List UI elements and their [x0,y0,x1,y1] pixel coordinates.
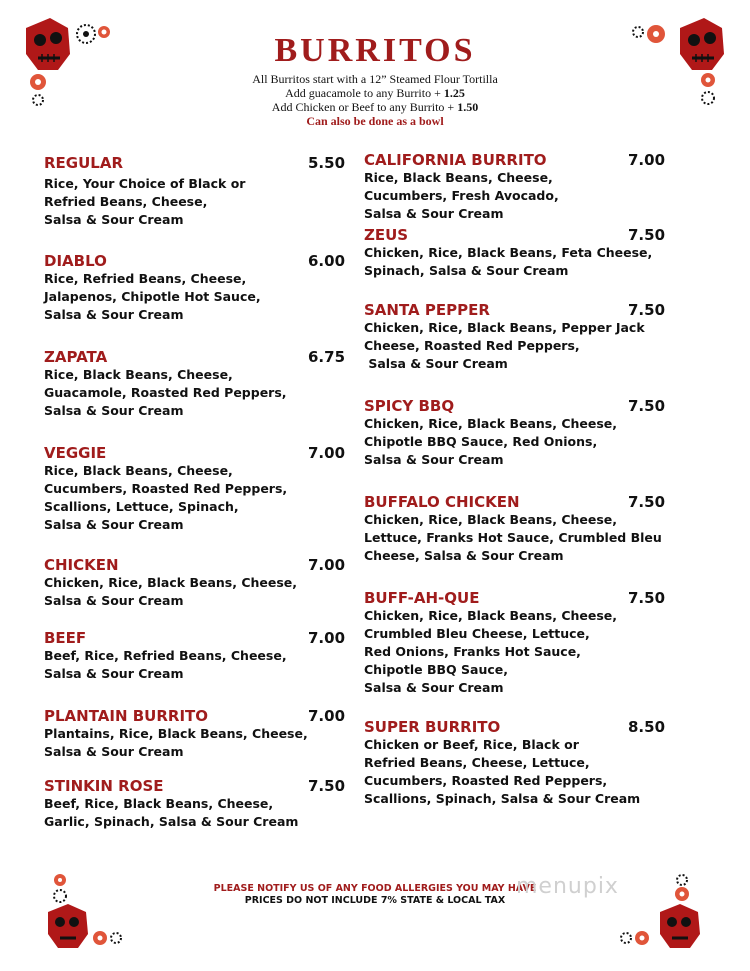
item-description: Chicken, Rice, Black Beans, Pepper Jack Cheese, Roasted Red Peppers, Salsa & Sour Cream [364,320,645,371]
item-description: Rice, Your Choice of Black or Refried Beans, Cheese, Salsa & Sour Cream [44,176,246,227]
flower-icon [93,931,107,945]
item-description: Rice, Refried Beans, Cheese, Jalapenos, Chipotle Hot Sauce, Salsa & Sour Cream [44,271,261,322]
item-description: Chicken or Beef, Rice, Black or Refried Beans, Cheese, Lettuce, Cucumbers, Roasted Red Peppers, Scallions, Spinach, Salsa & Sour Cream [364,737,641,806]
item-description: Chicken, Rice, Black Beans, Cheese, Lettuce, Franks Hot Sauce, Crumbled Bleu Cheese, Salsa & Sour Cream [364,512,662,563]
sugar-skull-icon [48,904,88,948]
bowl-note: Can also be done as a bowl [306,114,444,128]
watermark: menupix [516,874,619,899]
item-name: BUFFALO CHICKEN [364,493,520,511]
item-name: SUPER BURRITO [364,718,501,736]
menu-item [364,397,664,469]
item-description: Chicken, Rice, Black Beans, Cheese, Chipotle BBQ Sauce, Red Onions, Salsa & Sour Cream [364,416,618,467]
item-name: SANTA PEPPER [364,301,490,319]
menu-header [0,30,750,128]
menu-item [44,629,344,683]
item-price: 7.50 [628,397,666,415]
item-price: 7.00 [308,629,346,647]
header-line-tortilla: All Burritos start with a 12” Steamed Flour Tortilla [252,72,498,86]
item-price: 7.00 [308,444,346,462]
menu-item [44,154,344,229]
menu-item [364,301,664,373]
item-price: 7.00 [308,556,346,574]
item-name: PLANTAIN BURRITO [44,707,209,725]
sunburst-icon [111,933,121,943]
item-price: 8.50 [628,718,666,736]
item-price: 7.50 [628,493,666,511]
item-description: Plantains, Rice, Black Beans, Cheese, Salsa & Sour Cream [44,726,308,759]
menu-item [44,556,344,610]
item-description: Rice, Black Beans, Cheese, Cucumbers, Fresh Avocado, Salsa & Sour Cream [364,170,559,221]
menu-item [364,718,664,808]
item-description: Chicken, Rice, Black Beans, Cheese, Salsa & Sour Cream [44,575,298,608]
item-name: CHICKEN [44,556,119,574]
item-name: SPICY BBQ [364,397,455,415]
sunburst-icon [621,933,631,943]
item-name: ZEUS [364,226,409,244]
item-name: CALIFORNIA BURRITO [364,151,547,169]
item-price: 7.00 [308,707,346,725]
item-price: 6.00 [308,252,346,270]
menu-item [364,589,664,697]
menu-item [44,777,344,831]
item-description: Rice, Black Beans, Cheese, Guacamole, Roasted Red Peppers, Salsa & Sour Cream [44,367,287,418]
item-price: 7.50 [628,226,666,244]
item-description: Chicken, Rice, Black Beans, Cheese, Crumbled Bleu Cheese, Lettuce, Red Onions, Franks Hot Sauce, Chipotle BBQ Sauce, Salsa & Sour Cream [364,608,618,695]
menu-item [44,444,344,534]
menu-item [364,493,664,565]
item-name: STINKIN ROSE [44,777,164,795]
tax-notice: PRICES DO NOT INCLUDE 7% STATE & LOCAL TAX [244,895,506,906]
guacamole-text: Add guacamole to any Burrito + [285,86,444,100]
sugar-skull-icon [660,904,700,948]
item-name: REGULAR [44,154,124,172]
menu-item [44,348,344,420]
item-price: 7.50 [628,589,666,607]
item-description: Rice, Black Beans, Cheese, Cucumbers, Roasted Red Peppers, Scallions, Lettuce, Spinach, Salsa & Sour Cream [44,463,288,532]
item-description: Beef, Rice, Black Beans, Cheese, Garlic, Spinach, Salsa & Sour Cream [44,796,299,829]
menu-item [364,226,664,280]
flower-icon [635,931,649,945]
item-name: DIABLO [44,252,107,270]
item-name: VEGGIE [44,444,107,462]
item-price: 5.50 [308,154,346,172]
item-name: BUFF-AH-QUE [364,589,480,607]
menu-item [44,707,344,761]
menu-item [44,252,344,324]
header-line-protein [0,100,750,114]
menu-item [364,151,664,223]
allergy-notice: PLEASE NOTIFY US OF ANY FOOD ALLERGIES YOU MAY HAVE [213,883,537,894]
protein-price: 1.50 [457,100,479,114]
item-price: 7.50 [628,301,666,319]
item-price: 7.00 [628,151,666,169]
guacamole-price: 1.25 [443,86,465,100]
item-name: BEEF [44,629,87,647]
item-description: Chicken, Rice, Black Beans, Feta Cheese, Spinach, Salsa & Sour Cream [364,245,653,278]
item-price: 7.50 [308,777,346,795]
item-price: 6.75 [308,348,346,366]
header-line-guacamole [0,86,750,100]
protein-text: Add Chicken or Beef to any Burrito + [271,100,458,114]
menu-footer [0,883,750,907]
item-description: Beef, Rice, Refried Beans, Cheese, Salsa & Sour Cream [44,648,287,681]
page-title: BURRITOS [274,32,476,69]
item-name: ZAPATA [44,348,108,366]
